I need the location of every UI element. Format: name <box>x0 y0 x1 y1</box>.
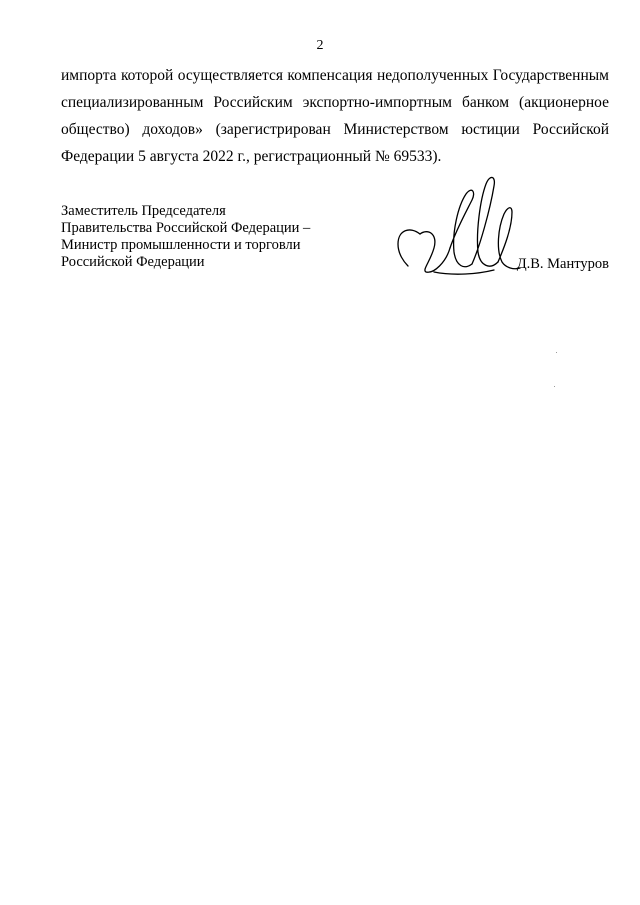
body-line-4: Федерации 5 августа 2022 г., регистрационный № 69533). <box>61 148 442 165</box>
body-paragraph <box>61 62 609 170</box>
signer-position-line-1: Заместитель Председателя <box>61 203 226 219</box>
body-line-3: общество) доходов» (зарегистрирован Министерством юстиции Российской <box>61 121 609 138</box>
scan-speck <box>554 386 555 387</box>
page-number: 2 <box>316 38 324 53</box>
scan-speck <box>556 352 557 353</box>
signer-name: Д.В. Мантуров <box>516 256 609 272</box>
handwritten-signature <box>394 170 524 280</box>
signer-position <box>61 203 310 271</box>
signer-position-line-2: Правительства Российской Федерации – <box>61 220 311 236</box>
body-line-2: специализированным Российским экспортно-импортным банком (акционерное <box>61 94 609 111</box>
body-line-1: импорта которой осуществляется компенсация недополученных Государственным <box>61 67 609 84</box>
signer-position-line-3: Министр промышленности и торговли <box>61 237 301 253</box>
signer-position-line-4: Российской Федерации <box>61 254 205 270</box>
signature-strokes <box>398 177 520 274</box>
